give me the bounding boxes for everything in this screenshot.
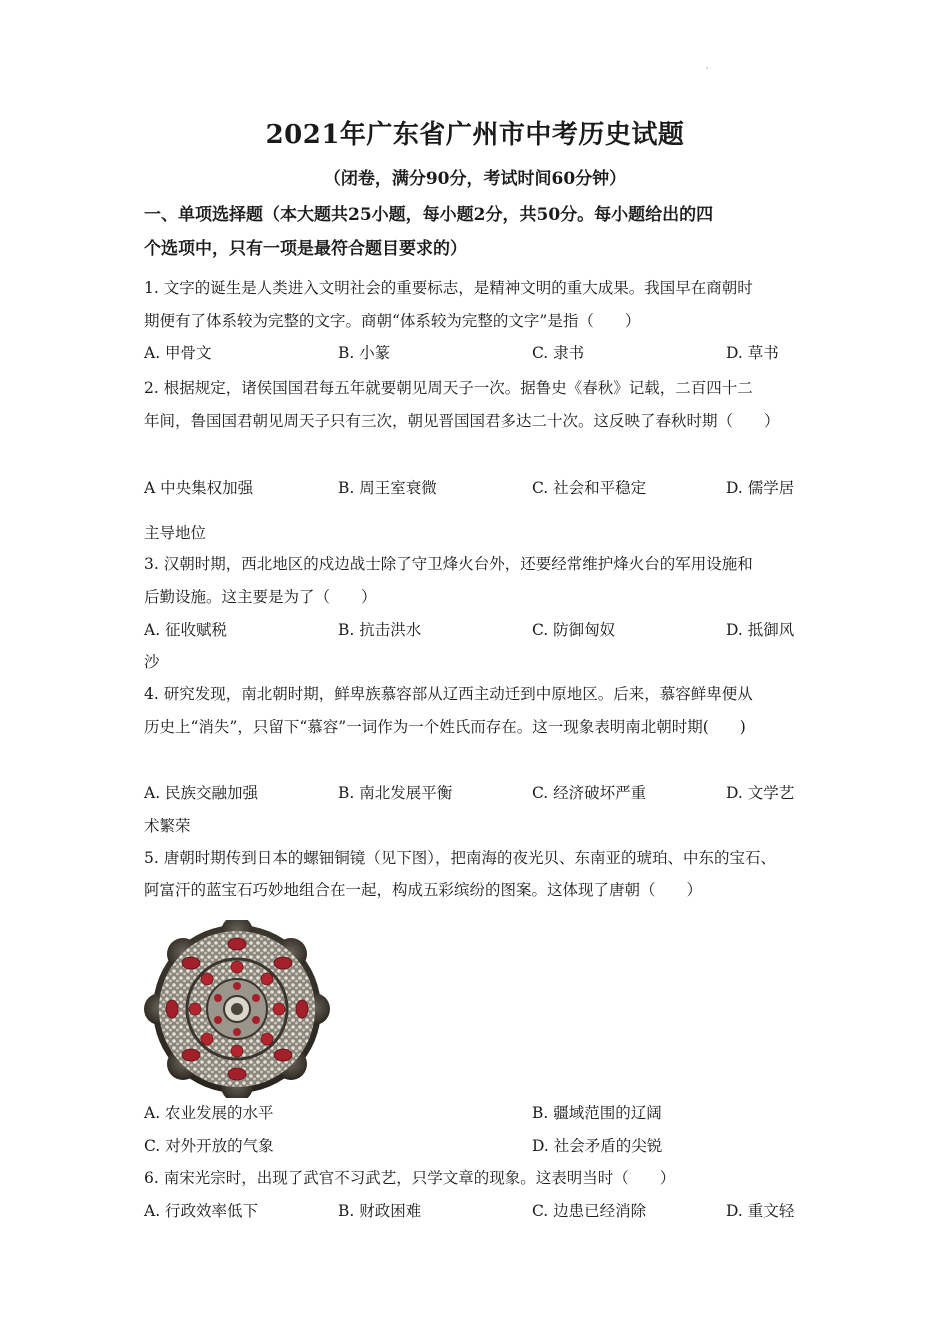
question-4-option-c[interactable]: C. 经济破坏严重 (532, 784, 647, 802)
question-6-option-a[interactable]: A. 行政效率低下 (144, 1202, 259, 1220)
question-5-option-a[interactable]: A. 农业发展的水平 (144, 1104, 274, 1122)
question-5-option-d[interactable]: D. 社会矛盾的尖锐 (532, 1137, 663, 1155)
question-4-line-2: 历史上“消失”，只留下“慕容”一词作为一个姓氏而存在。这一现象表明南北朝时期( ) (144, 718, 746, 736)
corner-mark: ' (706, 66, 709, 75)
question-2-option-d[interactable]: D. 儒学居 (726, 479, 795, 497)
question-3-option-c[interactable]: C. 防御匈奴 (532, 621, 616, 639)
mother-of-pearl-mirror-image (144, 920, 330, 1098)
page-title: 2021年广东省广州市中考历史试题 (265, 120, 685, 150)
question-3-option-b[interactable]: B. 抗击洪水 (338, 621, 422, 639)
question-3-line-2: 后勤设施。这主要是为了（ ） (144, 588, 377, 606)
question-2-option-c[interactable]: C. 社会和平稳定 (532, 479, 647, 497)
question-4-option-d-continuation: 术繁荣 (144, 817, 191, 835)
question-6-line-1: 6. 南宋光宗时，出现了武官不习武艺，只学文章的现象。这表明当时（ ） (144, 1169, 676, 1187)
question-1-option-d[interactable]: D. 草书 (726, 344, 779, 362)
question-6-option-c[interactable]: C. 边患已经消除 (532, 1202, 647, 1220)
question-5-line-2: 阿富汗的蓝宝石巧妙地组合在一起，构成五彩缤纷的图案。这体现了唐朝（ ） (144, 881, 703, 899)
question-2-line-1: 2. 根据规定，诸侯国国君每五年就要朝见周天子一次。据鲁史《春秋》记载，二百四十二 (144, 379, 753, 397)
question-5-option-b[interactable]: B. 疆域范围的辽阔 (532, 1104, 662, 1122)
question-1-line-2: 期便有了体系较为完整的文字。商朝“体系较为完整的文字”是指（ ） (144, 312, 641, 330)
question-6-option-d[interactable]: D. 重文轻 (726, 1202, 795, 1220)
question-1-option-a[interactable]: A. 甲骨文 (144, 344, 212, 362)
question-1-line-1: 1. 文字的诞生是人类进入文明社会的重要标志，是精神文明的重大成果。我国早在商朝时 (144, 279, 753, 297)
question-1-option-c[interactable]: C. 隶书 (532, 344, 585, 362)
question-2-line-2: 年间，鲁国国君朝见周天子只有三次，朝见晋国国君多达二十次。这反映了春秋时期（ ） (144, 412, 780, 430)
question-1-option-b[interactable]: B. 小篆 (338, 344, 391, 362)
question-3-line-1: 3. 汉朝时期，西北地区的戍边战士除了守卫烽火台外，还要经常维护烽火台的军用设施和 (144, 555, 753, 573)
question-2-option-a[interactable]: A 中央集权加强 (144, 479, 254, 497)
section-heading-line-2: 个选项中，只有一项是最符合题目要求的） (144, 239, 467, 259)
question-3-option-a[interactable]: A. 征收赋税 (144, 621, 228, 639)
question-4-line-1: 4. 研究发现，南北朝时期，鲜卑族慕容部从辽西主动迁到中原地区。后来，慕容鲜卑便从 (144, 685, 753, 703)
question-6-option-b[interactable]: B. 财政困难 (338, 1202, 422, 1220)
question-3-option-d[interactable]: D. 抵御风 (726, 621, 795, 639)
question-2-option-d-continuation: 主导地位 (144, 524, 207, 542)
question-5-line-1: 5. 唐朝时期传到日本的螺钿铜镜（见下图），把南海的夜光贝、东南亚的琥珀、中东的宝石、 (144, 849, 776, 867)
question-4-option-b[interactable]: B. 南北发展平衡 (338, 784, 453, 802)
question-5-option-c[interactable]: C. 对外开放的气象 (144, 1137, 274, 1155)
question-4-option-a[interactable]: A. 民族交融加强 (144, 784, 259, 802)
question-2-option-b[interactable]: B. 周王室衰微 (338, 479, 437, 497)
question-4-option-d[interactable]: D. 文学艺 (726, 784, 795, 802)
question-3-option-d-continuation: 沙 (144, 653, 160, 671)
exam-subtitle: （闭卷，满分90分，考试时间60分钟） (323, 169, 627, 189)
section-heading-line-1: 一、单项选择题（本大题共25小题，每小题2分，共50分。每小题给出的四 (144, 205, 714, 225)
